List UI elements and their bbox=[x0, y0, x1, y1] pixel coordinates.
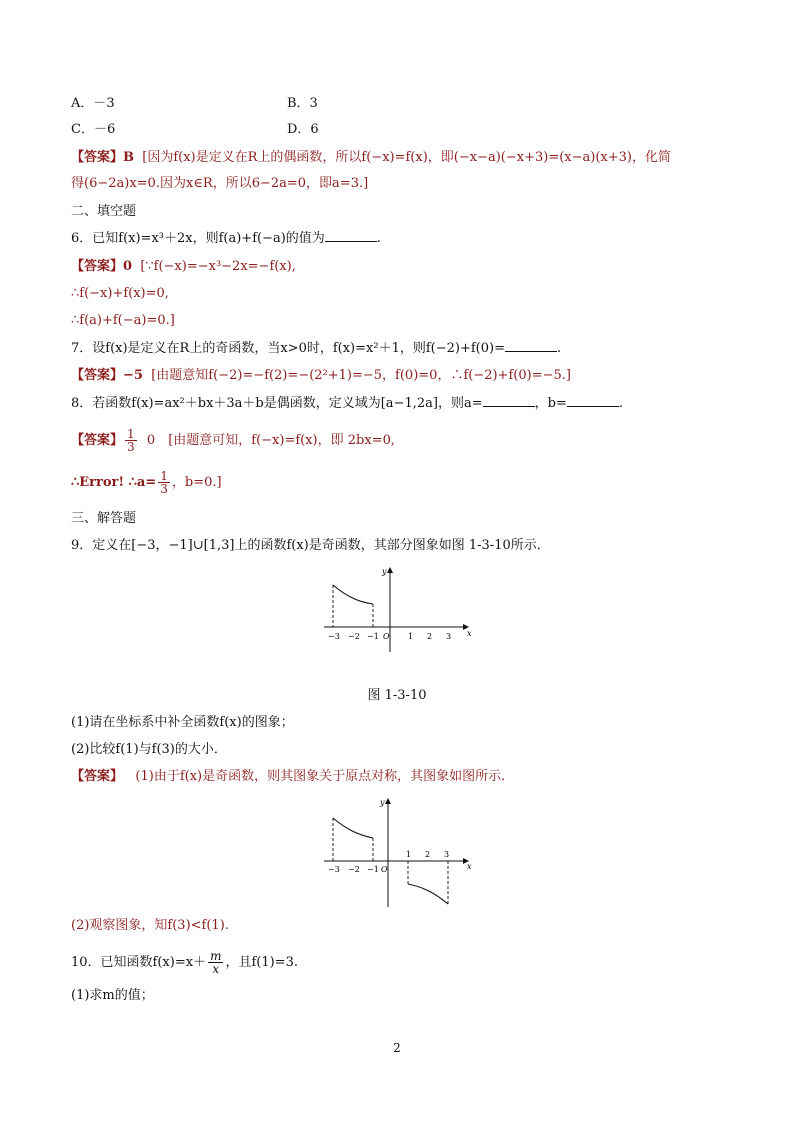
q9-answer-line-1 bbox=[71, 767, 514, 787]
fraction-denominator: 3 bbox=[160, 482, 168, 496]
origin-label: O bbox=[383, 632, 390, 641]
q5-answer-text-1: [因为f(x)是定义在R上的偶函数，所以f(−x)=f(x)，即(−x−a)(−x+3)=(x−a)(x+3)，化简 bbox=[142, 150, 671, 165]
q6-stem-text: 6．已知f(x)=x³＋2x，则f(a)+f(−a)的值为 bbox=[71, 231, 325, 246]
q6-answer-line-3: ∴f(a)+f(−a)=0.] bbox=[71, 313, 175, 328]
q8-stem-text: 8．若函数f(x)=ax²＋bx＋3a＋b是偶函数，定义域为[a−1,2a]，则a= bbox=[71, 396, 483, 411]
section-heading-solve: 三、解答题 bbox=[71, 511, 137, 526]
curve-left bbox=[333, 585, 373, 604]
q8-blank-a bbox=[483, 394, 535, 407]
curve-left bbox=[333, 818, 373, 838]
tick-label: −2 bbox=[348, 865, 360, 874]
q7-answer-text-1: [由题意知f(−2)=−f(2)=−(2²+1)=−5，f(0)=0，∴f(−2)+f(0)=−5.] bbox=[151, 368, 571, 383]
tick-label: 1 bbox=[406, 850, 412, 859]
axis-y-label: y bbox=[382, 567, 387, 576]
q9-answer-text-1: (1)由于f(x)是奇函数，则其图象关于原点对称，其图象如图所示． bbox=[135, 769, 515, 784]
tick-label: 2 bbox=[425, 850, 431, 859]
q7-stem bbox=[71, 339, 561, 359]
q6-answer-line-2: ∴f(−x)+f(x)=0, bbox=[71, 286, 169, 301]
answer-tag: 【答案】B bbox=[71, 150, 134, 165]
tick-label: −1 bbox=[367, 865, 379, 874]
q8-answer-text-3: ，b=0.] bbox=[171, 475, 222, 490]
choice-b: B．3 bbox=[287, 96, 318, 111]
q8-stem bbox=[71, 394, 623, 414]
choice-d: D．6 bbox=[287, 122, 319, 137]
figure-completed-graph bbox=[318, 793, 478, 913]
page-number: 2 bbox=[393, 1041, 401, 1055]
q9-answer-line-2: (2)观察图象，知f(3)<f(1). bbox=[71, 918, 229, 933]
q6-stem-end: . bbox=[376, 231, 381, 246]
q6-answer-line-1 bbox=[71, 257, 296, 277]
tick-label: 3 bbox=[444, 850, 450, 859]
tick-label: 3 bbox=[446, 632, 452, 641]
fraction-numerator: m bbox=[210, 949, 222, 963]
answer-tag: 【答案】−5 bbox=[71, 368, 143, 383]
q10-stem-end: ，且f(1)=3. bbox=[225, 955, 298, 970]
answer-tag: 【答案】 bbox=[71, 433, 124, 448]
q10-sub-1: (1)求m的值； bbox=[71, 988, 154, 1003]
tick-label: −2 bbox=[348, 632, 360, 641]
fraction-denominator: 3 bbox=[127, 440, 135, 454]
curve-right bbox=[408, 884, 448, 904]
tick-label: 1 bbox=[408, 632, 414, 641]
q9-sub-1: (1)请在坐标系中补全函数f(x)的图象； bbox=[71, 715, 294, 730]
axis-x-label: x bbox=[467, 862, 472, 871]
axis-x-label: x bbox=[467, 629, 472, 638]
fraction-numerator: 1 bbox=[160, 469, 168, 483]
q5-answer-line-1 bbox=[71, 148, 671, 168]
fraction-denominator: x bbox=[212, 962, 220, 976]
q9-stem: 9．定义在[−3，−1]∪[1,3]上的函数f(x)是奇函数，其部分图象如图 1-3-10所示． bbox=[71, 538, 550, 553]
tick-label: −1 bbox=[367, 632, 379, 641]
figure-caption: 图 1-3-10 bbox=[367, 688, 427, 703]
q7-stem-end: . bbox=[556, 341, 562, 356]
figure-1-3-10 bbox=[318, 560, 478, 656]
q8-stem-mid: ，b= bbox=[534, 396, 567, 411]
q7-stem-text: 7．设f(x)是定义在R上的奇函数，当x>0时，f(x)=x²＋1，则f(−2)+f(0)= bbox=[71, 341, 505, 356]
tick-label: −3 bbox=[328, 632, 340, 641]
q5-answer-line-2: 得(6−2a)x=0.因为x∈R，所以6−2a=0，即a=3.] bbox=[71, 176, 369, 191]
q8-stem-end: . bbox=[618, 396, 623, 411]
q6-blank bbox=[325, 229, 377, 242]
axis-y-label: y bbox=[380, 798, 385, 807]
section-heading-fill-blank: 二、填空题 bbox=[71, 204, 137, 219]
q8-answer-line-2 bbox=[71, 470, 222, 495]
answer-tag: 【答案】0 bbox=[71, 259, 133, 274]
q6-answer-text-1: [∵f(−x)=−x³−2x=−f(x), bbox=[140, 259, 296, 274]
q8-answer-text-2: ∴Error! ∴a= bbox=[71, 475, 157, 490]
q9-sub-2: (2)比较f(1)与f(3)的大小． bbox=[71, 742, 227, 757]
q6-stem bbox=[71, 229, 381, 249]
origin-label: O bbox=[381, 865, 388, 874]
q7-blank bbox=[505, 339, 557, 352]
q10-fraction bbox=[208, 950, 223, 975]
choice-c: C．－6 bbox=[71, 122, 116, 137]
q8-answer-line-1 bbox=[71, 428, 395, 453]
q10-stem-text: 10．已知函数f(x)=x＋ bbox=[71, 955, 207, 970]
q10-stem bbox=[71, 950, 298, 975]
q7-answer-line-1 bbox=[71, 366, 571, 386]
fraction-numerator: 1 bbox=[127, 427, 135, 441]
choice-a: A．－3 bbox=[71, 96, 115, 111]
q8-blank-b bbox=[567, 394, 619, 407]
tick-label: −3 bbox=[328, 865, 340, 874]
q8-answer-text-1: 0 [由题意可知，f(−x)=f(x)，即 2bx=0, bbox=[146, 433, 395, 448]
answer-tag: 【答案】 bbox=[71, 769, 124, 784]
q8-answer-fraction bbox=[125, 428, 137, 453]
tick-label: 2 bbox=[427, 632, 433, 641]
q8-answer-fraction-2 bbox=[158, 470, 170, 495]
